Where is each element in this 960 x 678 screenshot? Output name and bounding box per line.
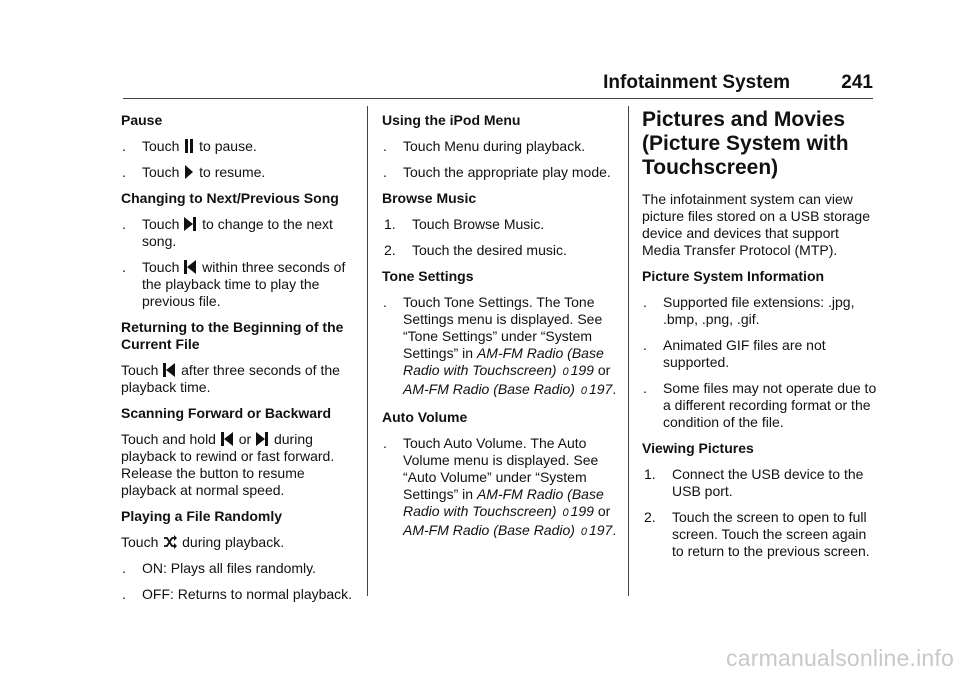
viewing-pictures-heading: Viewing Pictures	[642, 440, 754, 456]
page-number: 241	[841, 72, 873, 93]
cross-reference: AM-FM Radio (Base Radio)	[403, 381, 575, 397]
list-item: . Touch to change to the next song.	[122, 216, 333, 249]
header-title: Infotainment System	[603, 72, 790, 93]
list-item: . Supported file extensions: .jpg, .bmp, .png, .gif.	[643, 294, 855, 327]
auto-volume-heading: Auto Volume	[382, 409, 468, 425]
tone-settings-heading: Tone Settings	[382, 268, 474, 284]
list-item: 2. Touch the desired music.	[384, 242, 567, 258]
page-ref-icon: 0	[562, 366, 569, 378]
column-1	[121, 112, 353, 612]
header-divider	[123, 98, 873, 99]
page-ref-icon: 0	[562, 507, 569, 519]
scan-heading: Scanning Forward or Backward	[121, 405, 332, 421]
next-track-icon	[184, 217, 197, 231]
list-item: 1. Connect the USB device to the USB port.	[644, 466, 864, 499]
previous-track-icon	[184, 260, 197, 274]
intro-paragraph: The infotainment system can view picture files stored on a USB storage device and devices that support Media Transfer Protocol (MTP).	[642, 191, 871, 258]
pause-heading: Pause	[121, 112, 163, 128]
section-title: Pictures and Movies (Picture System with Touchscreen)	[642, 108, 849, 179]
list-item: 1. Touch Browse Music.	[384, 216, 545, 232]
list-item: . Touch Tone Settings. The Tone Settings menu is displayed. See “Tone Settings” under “System Settings” in AM-FM Radio (Base Radio with Touchscreen) 0 199 or AM-FM Radio (Base Radio) 0 197.	[382, 294, 618, 400]
list-item: . Some files may not operate due to a different recording format or the condition of the file.	[643, 380, 877, 430]
list-item: 2. Touch the screen to open to full screen. Touch the screen again to return to the previous screen.	[644, 509, 870, 559]
list-item: . Touch to pause.	[122, 138, 257, 154]
return-heading: Returning to the Beginning of the Current File	[121, 319, 344, 352]
list-item: . ON: Plays all files randomly.	[122, 560, 317, 576]
shuffle-icon	[163, 535, 177, 549]
list-item: . Touch within three seconds of the playback time to play the previous file.	[122, 259, 346, 309]
play-icon	[184, 165, 194, 179]
list-item: . Touch the appropriate play mode.	[383, 164, 611, 180]
column-2	[382, 112, 618, 550]
column-divider	[628, 106, 629, 596]
list-item: . OFF: Returns to normal playback.	[122, 586, 353, 602]
change-song-heading: Changing to Next/Previous Song	[121, 190, 339, 206]
column-3	[642, 108, 878, 569]
pause-icon	[184, 139, 194, 153]
list-item: . Touch Menu during playback.	[383, 138, 586, 154]
next-track-icon	[256, 432, 269, 446]
list-item: . Animated GIF files are not supported.	[643, 337, 826, 370]
cross-reference: AM-FM Radio (Base Radio with Touchscreen)	[403, 345, 604, 378]
list-item: . Touch Auto Volume. The Auto Volume menu is displayed. See “Auto Volume” under “System Settings” in AM-FM Radio (Base Radio with Touchscreen) 0 199 or AM-FM Radio (Base Radio) 0 197.	[382, 435, 618, 541]
random-heading: Playing a File Randomly	[121, 508, 283, 524]
page-ref-icon: 0	[580, 526, 587, 538]
paragraph: Touch after three seconds of the playback time.	[121, 362, 340, 395]
ipod-menu-heading: Using the iPod Menu	[382, 112, 521, 128]
paragraph: Touch and hold or during playback to rewind or fast forward. Release the button to resume playback at normal speed.	[121, 431, 335, 498]
cross-reference: AM-FM Radio (Base Radio with Touchscreen)	[403, 486, 604, 519]
cross-reference: AM-FM Radio (Base Radio)	[403, 522, 575, 538]
picture-info-heading: Picture System Information	[642, 268, 825, 284]
list-item: . Touch to resume.	[122, 164, 266, 180]
paragraph: Touch during playback.	[121, 534, 285, 550]
page-ref-icon: 0	[580, 385, 587, 397]
browse-music-heading: Browse Music	[382, 190, 477, 206]
column-divider	[367, 106, 368, 596]
previous-track-icon	[221, 432, 234, 446]
watermark: carmanualsonline.info	[726, 645, 954, 671]
previous-track-icon	[163, 363, 176, 377]
